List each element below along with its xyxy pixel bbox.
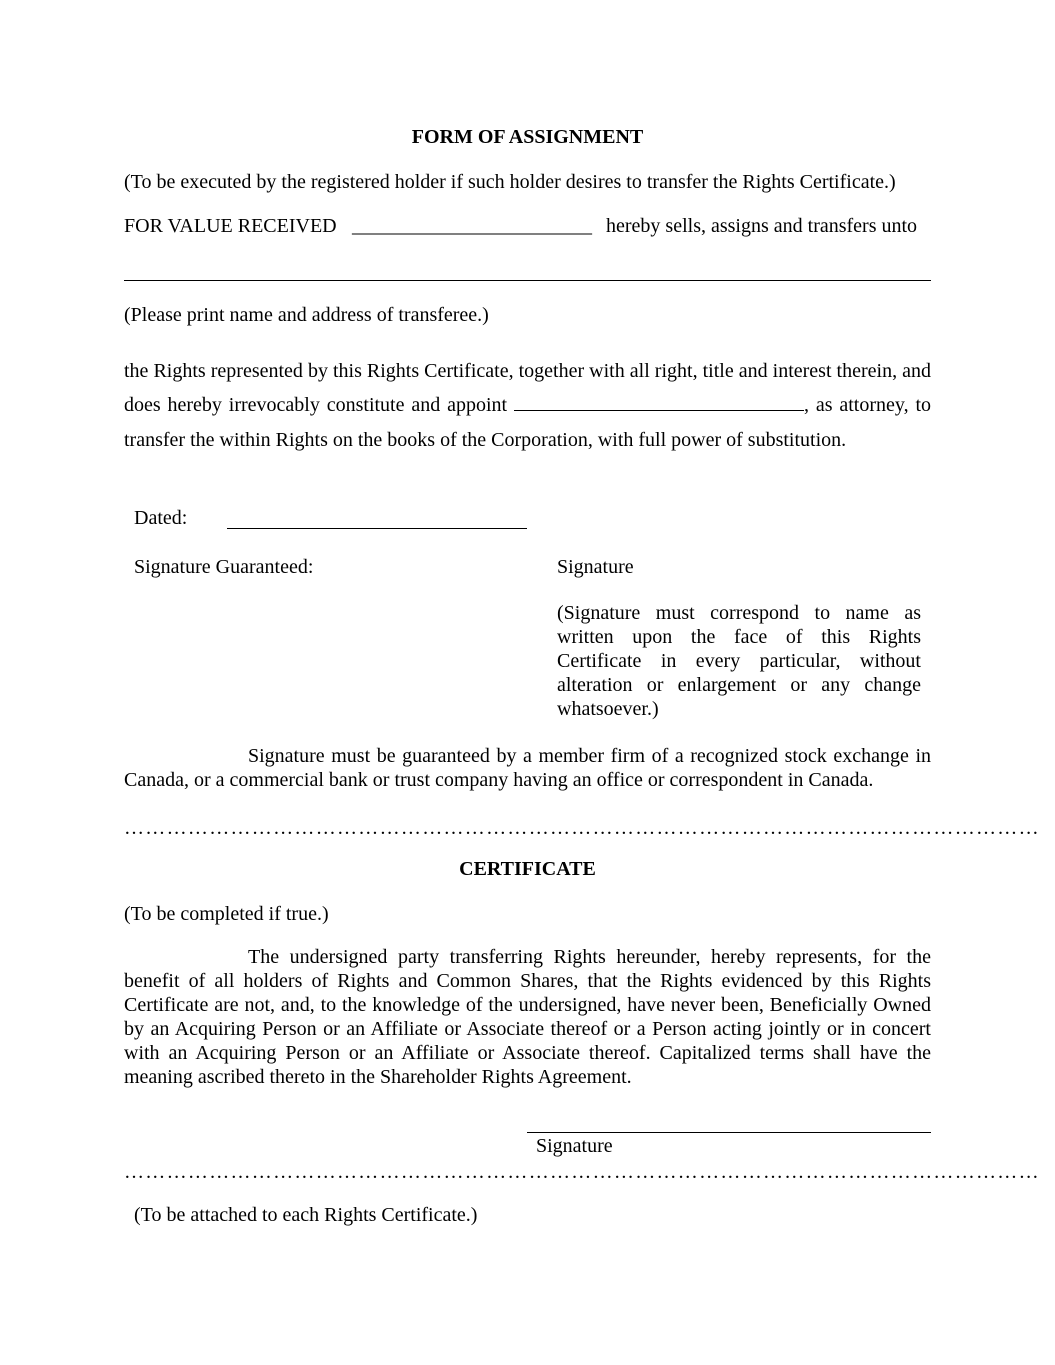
attorney-field[interactable] — [514, 392, 804, 411]
certificate-title: CERTIFICATE — [459, 858, 596, 880]
dated-field[interactable] — [227, 528, 527, 529]
certificate-body: The undersigned party transferring Rights hereunder, hereby represents, for the benefit of all holders of Rights and Common Shares, that the Rights evidenced by this Rights Certificate are not, and, to the knowledge of the undersigned, have never been, Beneficially Owned by an Acquiring Person or an Affiliate or Associate thereof or a Person acting jointly or in concert with an Acquiring Person or an Affiliate or Associate thereof. Capitalized terms shall have the meaning ascribed thereto in the Shareholder Rights Agreement. — [124, 946, 931, 1088]
signature-guaranteed-label: Signature Guaranteed: — [134, 556, 314, 578]
assignment-body — [124, 354, 931, 457]
certificate-signature-line[interactable] — [527, 1132, 931, 1133]
page-title: FORM OF ASSIGNMENT — [411, 126, 644, 148]
assignment-body-part1: the Rights represented by this Rights Certificate, together with all right, title and interest therein, and does hereby irrevocably constitute and appoint — [124, 360, 931, 417]
dotted-separator-bottom: ………………………………………………………………………………………………………………… — [124, 1161, 1040, 1183]
dated-label: Dated: — [134, 507, 188, 529]
dotted-separator: ………………………………………………………………………………………………………………… — [124, 817, 1040, 839]
transferee-note: (Please print name and address of transferee.) — [124, 304, 489, 326]
assignor-name-field[interactable]: ________________________ — [352, 215, 592, 237]
assignment-instruction: (To be executed by the registered holder if such holder desires to transfer the Rights Certificate.) — [124, 171, 896, 193]
attach-note: (To be attached to each Rights Certificate.) — [134, 1204, 478, 1226]
value-received-prefix: FOR VALUE RECEIVED — [124, 215, 337, 237]
signature-label: Signature — [557, 556, 634, 578]
guarantee-note: Signature must be guaranteed by a member firm of a recognized stock exchange in Canada, or a commercial bank or trust company having an office or correspondent in Canada. — [124, 745, 931, 791]
value-received-suffix: hereby sells, assigns and transfers unto — [606, 215, 918, 237]
signature-note: (Signature must correspond to name as written upon the face of this Rights Certificate in every particular, without alteration or enlargement or any change whatsoever.) — [557, 602, 921, 720]
assignment-body-part2: , as attorney, to transfer the within Rights on the books of the Corporation, with full power of substitution. — [124, 394, 932, 451]
certificate-instruction: (To be completed if true.) — [124, 903, 329, 925]
certificate-signature-label: Signature — [536, 1135, 613, 1157]
transferee-line[interactable] — [124, 280, 931, 281]
